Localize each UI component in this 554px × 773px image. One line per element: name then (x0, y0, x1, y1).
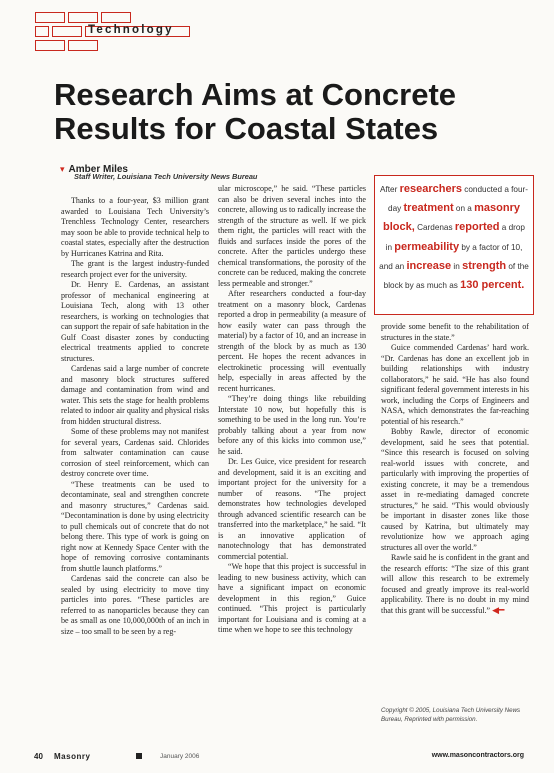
brick (35, 12, 65, 23)
article-title (54, 78, 524, 146)
page-number: 40 (34, 752, 43, 761)
paragraph: Guice commended Cardenas’ hard work. “Dr. Cardenas has done an excellent job in building relationships with industry collaborators,” he said. “He has also found significant federal government interests in his work, including the Corps of Engineers and NASA, which demonstrates the far-reaching potential of his research.” (381, 343, 529, 426)
paragraph: Cardenas said a large number of concrete and masonry block structures suffered damage and contamination from wind and water. This sets the stage for health problems related to indoor air quality and physical risks from hidden structural distress. (61, 364, 209, 426)
brick (52, 26, 82, 37)
brick (35, 26, 49, 37)
paragraph: “We hope that this project is successful in leading to new business activity, which can have a significant impact on economic development in this region,” Guice continued. “This project is particularly important for Louisiana and is coming at a time when we hope to see this technology (218, 562, 366, 634)
pull-quote (374, 175, 534, 315)
paragraph: Bobby Rawle, director of economic development, said he sees that potential. “Since this research is focused on solving real-world issues with concrete, and particularly with improving the properties of existing concrete, it may be a tremendous asset in re-mediating damaged concrete structures,” he said. “This would obviously be important in disaster zones like those caused by Katrina, but ultimately may revolutionize how we approach aging structures all over the world.” (381, 427, 529, 552)
paragraph: “These treatments can be used to decontaminate, seal and strengthen concrete and masonry structures,” Cardenas said. “Decontamination is done by using electricity to pull chemicals out of concrete that do not belong there. This type of work is going on right now at Kennedy Space Center with the hope of removing corrosive contaminants from shuttle launch platforms.” (61, 479, 209, 573)
magazine-name: Masonry (54, 752, 91, 761)
paragraph: Dr. Henry E. Cardenas, an assistant professor of mechanical engineering at Louisiana Tech, along with 13 other researchers, is working on technologies that can support the repair of safe habitation in the Gulf Coast disaster zones by conducting electrical treatments applied to concrete structures. (61, 280, 209, 363)
paragraph: Thanks to a four-year, $3 million grant awarded to Louisiana Tech University’s Trenchless Technology Center, researchers may soon be able to provide technical help to coastal states, especially after the destruction by Hurricanes Katrina and Rita. (61, 196, 209, 258)
brick (35, 40, 65, 51)
paragraph: “They’re doing things like rebuilding Interstate 10 now, but hopefully this is something to be used in the long run. You’re probably talking about a year from now before any of this kicks into common use,” he said. (218, 394, 366, 456)
paragraph: provide some benefit to the rehabilitation of structures in the state.” (381, 322, 529, 342)
paragraph: Rawle said he is confident in the grant and the research efforts: “The size of this grant will allow this research to be extremely focused and greatly improve its real-world applicability. There is no doubt in my mind that this grant will be successful.” ◀━ (381, 553, 529, 616)
brick (101, 12, 131, 23)
brick (68, 12, 98, 23)
paragraph: The grant is the largest industry-funded research project ever for the university. (61, 259, 209, 279)
footer (34, 752, 524, 766)
copyright-note: Copyright © 2005, Louisiana Tech University News Bureau, Reprinted with permission. (381, 707, 521, 723)
paragraph: Dr. Les Guice, vice president for research and development, said it is an exciting and important project for the university for a number of reasons. “The project demonstrates how technologies developed through advanced scientific research can be transferred into the marketplace,” he said. “It is an innovative application of nanotechnology that has demonstrated commercial potential. (218, 457, 366, 561)
pull-quote-text: After researchers conducted a four-day treatment on a masonry block, Cardenas reported a drop in permeability by a factor of 10, and an increase in strength of the block by as much as 130 percent. (379, 183, 529, 292)
brick (68, 40, 98, 51)
paragraph: Some of these problems may not manifest for several years, Cardenas said. Chlorides from saltwater contamination can cause corrosion of steel reinforcement, which can destroy concrete over time. (61, 427, 209, 478)
end-mark-icon: ◀━ (492, 605, 505, 616)
author-name: Amber Miles (68, 164, 128, 175)
column-2 (218, 184, 366, 636)
column-3 (381, 322, 529, 616)
section-label: Technology (88, 24, 174, 36)
website-link[interactable]: www.masoncontractors.org (431, 752, 524, 759)
arrow-icon: ▾ (60, 165, 65, 175)
paragraph: ular microscope,” he said. “These particles can also be driven several inches into the concrete, allowing us to radically increase the strength of the structure as well. If we pick them right, the particles will react with the fluids and surfaces inside the pores of the concrete. After the particles undergo these chemical transformations, the porosity of the concrete can be reduced, making the concrete less permeable and stronger.” (218, 184, 366, 288)
square-icon (136, 753, 142, 759)
paragraph: After researchers conducted a four-day treatment on a masonry block, Cardenas reported a drop in permeability (a measure of how easily water can pass through the material) by a factor of 10, and an increase in strength of the block by as much as 130 percent. He hopes the recent advances in electrokinetic processing will eventually help, especially in areas affected by the recent hurricanes. (218, 289, 366, 393)
issue-date: January 2006 (160, 753, 200, 760)
paragraph: Cardenas said the concrete can also be sealed by using electricity to move tiny particles into pores. “These particles are referred to as nanoparticles because they can be as small as one 10,000,000th of an inch in size – too small to be seen by a reg- (61, 574, 209, 636)
author-title: Staff Writer, Louisiana Tech University News Bureau (74, 172, 258, 181)
title-line-2: Results for Coastal States (54, 111, 439, 146)
title-line-1: Research Aims at Concrete (54, 77, 457, 112)
column-1 (61, 196, 209, 637)
